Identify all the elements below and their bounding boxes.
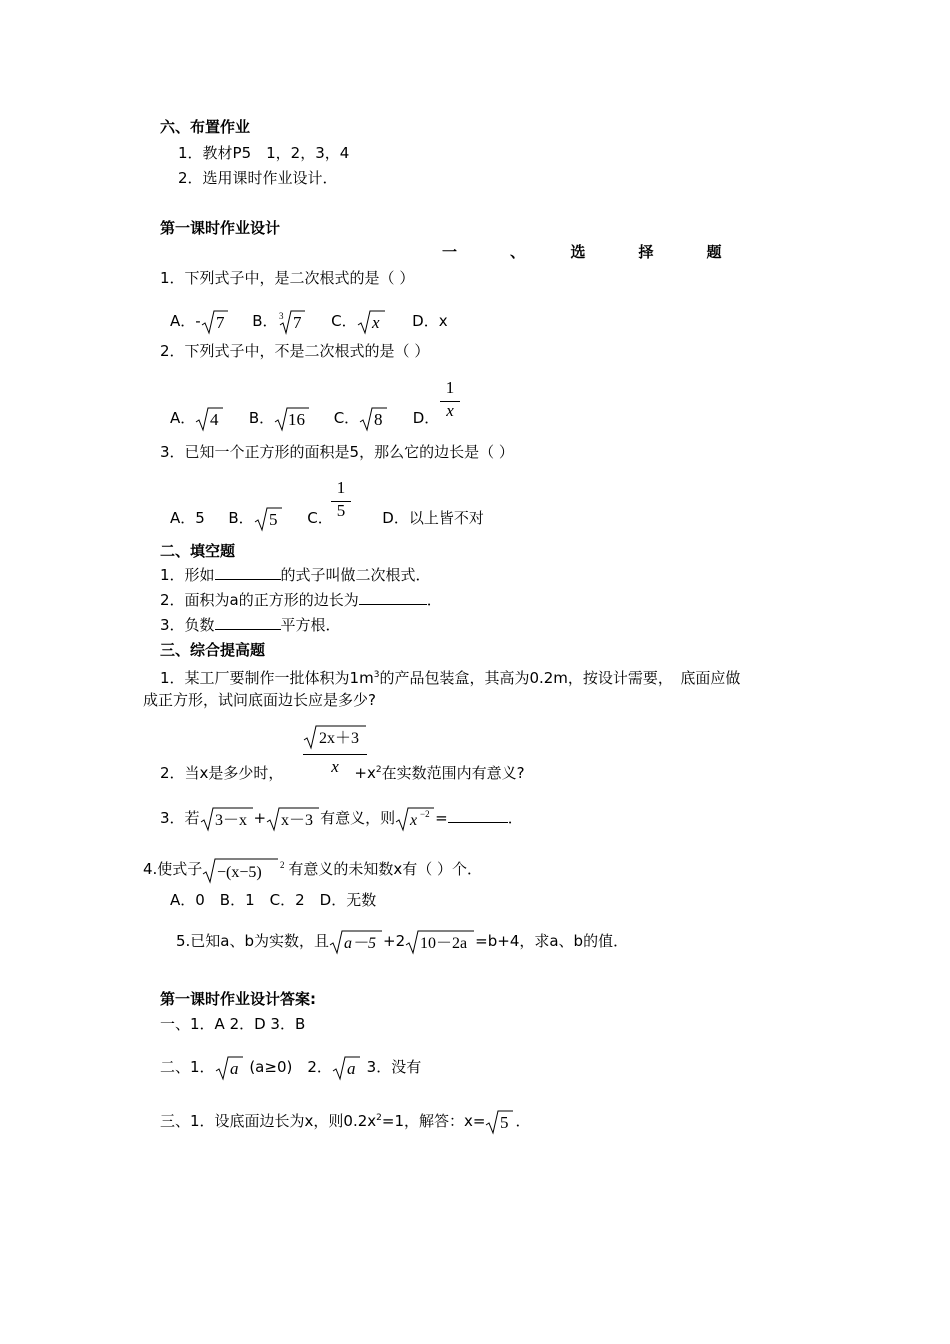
option-row [170, 498, 484, 538]
square-root [359, 406, 389, 432]
denominator: x [331, 757, 339, 776]
section-heading: 二、填空题 [160, 542, 236, 560]
option-label: A．- [170, 312, 201, 330]
radicand: x [410, 811, 418, 829]
radicand: x [371, 312, 380, 332]
option-label: A． [170, 409, 196, 427]
square-root [303, 724, 367, 750]
radicand: 7 [215, 312, 225, 332]
option-label: B． [252, 312, 278, 330]
radicand: 10－2a [420, 934, 468, 952]
square-root [200, 806, 254, 832]
radicand: a [346, 1058, 356, 1078]
radicand: 4 [210, 409, 219, 429]
option-label: D． [412, 409, 440, 427]
section-heading: 三、综合提高题 [160, 641, 266, 659]
fraction [440, 378, 460, 421]
square-root [215, 1055, 245, 1081]
radicand: 2x＋3 [319, 730, 360, 747]
root-index: 3 [278, 310, 284, 321]
radicand: x－3 [281, 811, 314, 829]
fraction [331, 478, 351, 521]
square-root [405, 929, 475, 955]
question-stem: 1．下列式子中，是二次根式的是（ ） [160, 269, 415, 287]
homework-item: 2．选用课时作业设计． [178, 169, 338, 187]
option-label: B． [248, 409, 275, 427]
option-label: C． [331, 312, 357, 330]
fill-question: 3．负数 平方根． [160, 616, 341, 634]
answer-line: 三、1．设底面边长为x，则$0.2x^2=1$，解答：x= 5 ． [160, 1098, 530, 1141]
numerator: 1 [445, 378, 455, 397]
comp-question: 成正方形，试问底面边长应是多少? [143, 691, 376, 709]
option-label: D．x [412, 312, 448, 330]
fill-question: 2．面积为a的正方形的边长为 ． [160, 591, 442, 609]
question-stem: 3．已知一个正方形的面积是5，那么它的边长是（ ） [160, 443, 514, 461]
radicand: 8 [374, 409, 383, 429]
radicand: a－5 [344, 934, 377, 952]
option-row [170, 301, 448, 341]
radicand: −(x−5) [217, 863, 263, 881]
answer-blank[interactable] [215, 629, 281, 630]
question-stem: 2．下列式子中，不是二次根式的是（ ） [160, 342, 430, 360]
square-root [201, 309, 229, 335]
answers-title: 第一课时作业设计答案: [160, 990, 316, 1008]
option-row: A．0 B．1 C．2 D．无数 [170, 891, 377, 909]
square-root [254, 506, 284, 532]
radicand: 7 [292, 312, 302, 332]
section-heading: 六、布置作业 [160, 118, 251, 136]
denominator: x [446, 401, 454, 420]
square-root [357, 309, 387, 335]
comp-question: 5.已知a、b为实数，且 a－5 +2 10－2a =b+4，求a、b的值． [176, 921, 628, 961]
answer-blank[interactable] [448, 822, 508, 823]
design-title: 第一课时作业设计 [160, 219, 281, 237]
radicand: 5 [268, 509, 278, 529]
square-root [274, 406, 310, 432]
exponent: 2 [280, 859, 285, 870]
square-root [485, 1109, 515, 1135]
comp-question: 1．某工厂要制作一批体积为$1m^3$的产品包装盒，其高为0.2m，按设计需要， 底面应做 [160, 669, 741, 687]
option-label: B． [228, 509, 254, 527]
comp-question: 4.使式子 −(x−5) 2 有意义的未知数x有（ ）个． [143, 849, 482, 889]
radicand: 5 [500, 1112, 509, 1132]
option-label: C． [307, 509, 333, 527]
fill-question: 1．形如 的式子叫做二次根式． [160, 566, 431, 584]
answer-line: 二、1． a (a≥0) 2． a 3．没有 [160, 1047, 421, 1087]
option-label: A．5 [170, 509, 205, 527]
square-root [395, 806, 435, 832]
answer-blank[interactable] [215, 579, 281, 580]
square-root [202, 856, 288, 884]
denominator: 5 [336, 501, 346, 520]
square-root [332, 1055, 362, 1081]
square-root [266, 806, 320, 832]
option-label: C． [333, 409, 360, 427]
numerator: 1 [336, 478, 346, 497]
exponent: −2 [420, 808, 430, 819]
comp-question: 3．若 3－x + x－3 有意义，则 x −2 = ． [160, 798, 523, 838]
homework-item: 1．教材P5 1，2，3，4 [178, 144, 350, 162]
answer-line: 一、1．A 2．D 3．B [160, 1015, 306, 1033]
square-root [329, 929, 383, 955]
cube-root [278, 309, 306, 335]
answer-blank[interactable] [359, 604, 427, 605]
comp-question: 2．当x是多少时， $+x^2$在实数范围内有意义? [160, 764, 525, 782]
option-row [170, 398, 439, 438]
radicand: a [229, 1058, 239, 1078]
square-root [195, 406, 225, 432]
option-label: D．以上皆不对 [382, 509, 484, 527]
radicand: 3－x [214, 811, 247, 829]
choice-heading: 一 、 选 择 题 [442, 243, 724, 261]
radicand: 16 [288, 409, 306, 429]
